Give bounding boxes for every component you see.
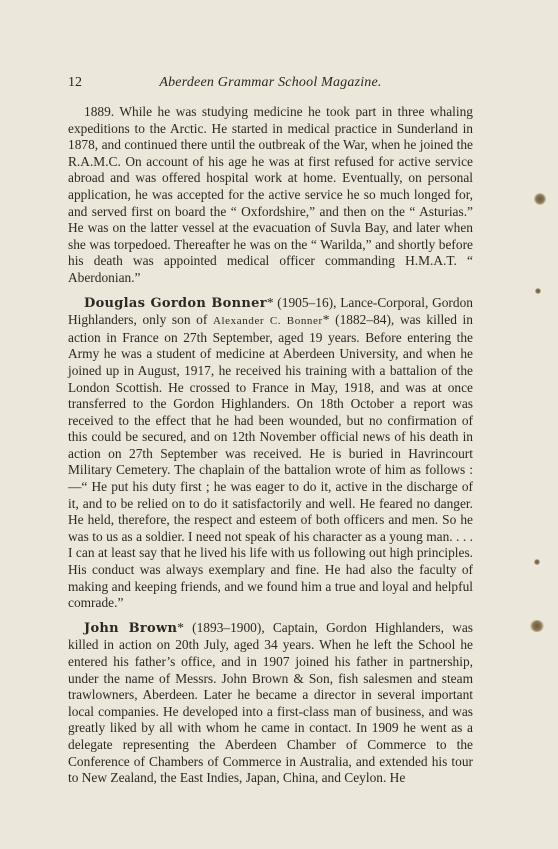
page-header [68,75,473,93]
paper-blemish-4 [530,620,544,632]
brown-text: * (1893–1900), Captain, Gordon Highlanders, was killed in action on 20th July, aged 34 years. When he left the School he entered his father’s office, and in 1907 joined his father in partnership, under the name of Messrs. John Brown & Son, fish salesmen and steam trawlowners, Aberdeen. Later he became a director in several important local companies. He developed into a first-class man of business, and was greatly liked by all with whom he came in contact. In 1909 he went as a delegate representing the Aberdeen Chamber of Commerce to the Conference of Chambers of Commerce in Australia, and extended his tour to New Zealand, the East Indies, Japan, China, and Ceylon. He [68,619,473,786]
entry-name-bonner: Douglas Gordon Bonner [84,295,267,311]
paragraph-brown [68,620,473,787]
bonner-father-name: Alexander C. Bonner [212,315,323,328]
paper-blemish-1 [534,193,546,205]
paper-blemish-3 [534,559,540,565]
page-number: 12 [68,75,82,90]
paper-blemish-2 [535,288,541,294]
bonner-text-a: * (1905–16), Lance-Corporal, Gordon Highlanders, only son of [68,294,473,328]
paragraph-bonner [68,295,473,612]
paragraph-1: 1889. While he was studying medicine he took part in three whaling expeditions to the Arctic. He started in medical practice in Sunderland in 1878, and continued there until the outbreak of the War, when he joined the R.A.M.C. On account of his age he was at first refused for active service abroad and was offered hospital work at home. Eventually, on personal application, he was accepted for the active service he so much longed for, and served first on board the “ Oxfordshire,” and then on the “ Asturias.” He was on the latter vessel at the evacuation of Suvla Bay, and later when she was torpedoed. Thereafter he was on the “ Warilda,” and shortly before his death was appointed medical officer commanding H.M.A.T. “ Aberdonian.” [68,104,473,285]
article-body [68,104,473,795]
entry-name-brown: John Brown [84,620,178,636]
running-title: Aberdeen Grammar School Magazine. [159,75,382,90]
bonner-text-b: * (1882–84), was killed in action in France on 27th September, aged 19 years. Before entering the Army he was a student of medicine at Aberdeen University, and when he joined up in August, 1917, he received his training with a battalion of the London Scottish. He crossed to France in May, 1918, and was at once transferred to the Gordon Highlanders. On 18th October a report was received to the effect that he had been wounded, but no confirmation of this could be secured, and on 12th November official news of his death in action on 27th September was received. He is buried in Havrincourt Military Cemetery. The chaplain of the battalion wrote of him as follows :—“ He put his duty first ; he was eager to do it, active in the discharge of it, and to be relied on to do it satisfactorily and well. He feared no danger. He held, therefore, the respect and esteem of both officers and men. So he was to us as a soldier. I need not speak of his character as a young man. . . . I can at least say that he lived his life with us following out high principles. His conduct was always exemplary and fine. He had also the faculty of making and keeping friends, and we found him a true and loyal and helpful comrade.” [68,312,473,611]
